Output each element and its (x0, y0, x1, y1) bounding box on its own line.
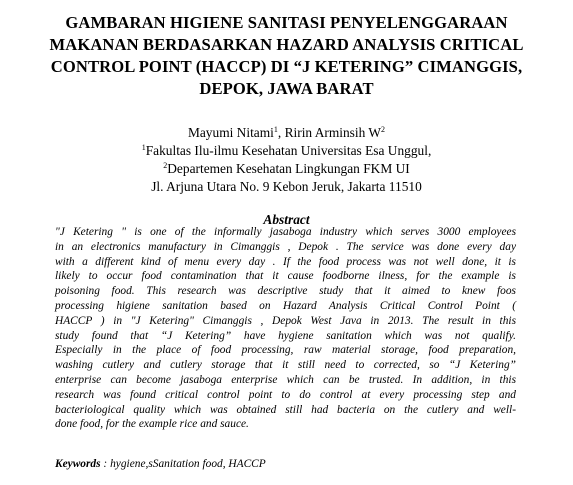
abstract-line: likely to occur food contamination that it cause foodborne ilness, for the example is (55, 270, 516, 283)
abstract-line: done food, for the example rice and sauce. (55, 418, 249, 431)
abstract-line: Especially in the place of food processing, raw material storage, food preparation, (55, 344, 516, 357)
title-line: GAMBARAN HIGIENE SANITASI PENYELENGGARAAN (65, 13, 508, 32)
abstract-line: enterprise can become jasaboga enterprise which can be trusted. In addition, in this (55, 373, 516, 386)
affiliation-marker: 1 (141, 143, 146, 152)
abstract-line: poisoning food. This research was descriptive study that it aimed to knew foos (55, 285, 516, 298)
abstract-line: research was found critical control point to do control at every processing step and (55, 388, 516, 401)
keywords-value: hygiene,sSanitation food, HACCP (110, 458, 266, 470)
paper-title (10, 12, 563, 100)
keywords-separator: : (100, 458, 111, 470)
abstract-line: study found that “J Ketering” have hygiene sanitation which was not qualify. (55, 329, 516, 342)
keywords-line (55, 457, 516, 472)
affiliation-marker: 2 (163, 161, 168, 170)
affiliation-line (10, 160, 563, 178)
abstract-body (55, 225, 516, 432)
abstract-line: "J Ketering " is one of the informally jasaboga industry which serves 3000 employees (55, 226, 516, 238)
address-line: Jl. Arjuna Utara No. 9 Kebon Jeruk, Jakarta 11510 (151, 179, 422, 194)
author-block (10, 124, 563, 196)
author-line (10, 124, 563, 142)
title-line: DEPOK, JAWA BARAT (199, 79, 374, 98)
abstract-line: washing cutlery and cutlery storage that it still need to corrected, so “J Ketering” (55, 359, 516, 372)
title-line: MAKANAN BERDASARKAN HAZARD ANALYSIS CRITICAL (49, 35, 524, 54)
abstract-line: processing higiene sanitation based on Hazard Analysis Critical Control Point ( (55, 299, 516, 312)
abstract-line: bacteriological quality which was obtained still had bacteria on the cutlery and well- (55, 403, 516, 416)
abstract-line: in an electronics manufactury in Cimanggis , Depok . The service was done every day (55, 240, 516, 253)
affiliation-line (10, 142, 563, 160)
author-name: Ririn Arminsih W (284, 125, 382, 140)
keywords-label: Keywords (55, 458, 101, 470)
abstract-line: HACCP ) in "J Ketering" Cimanggis , Depok West Java in 2013. The result in this (55, 314, 516, 327)
author-affiliation-marker: 2 (381, 125, 386, 134)
affiliation-text: Fakultas Ilu-ilmu Kesehatan Universitas Esa Unggul, (145, 143, 432, 158)
abstract-heading: Abstract (263, 212, 310, 227)
author-separator: , (277, 125, 285, 140)
author-name: Mayumi Nitami (187, 125, 274, 140)
title-line: CONTROL POINT (HACCP) DI “J KETERING” CIMANGGIS, (50, 57, 523, 76)
abstract-line: with a different kind of menu every day . If the food process was not well done, it is (55, 255, 516, 268)
affiliation-text: Departemen Kesehatan Lingkungan FKM UI (167, 161, 410, 176)
author-affiliation-marker: 1 (273, 125, 278, 134)
